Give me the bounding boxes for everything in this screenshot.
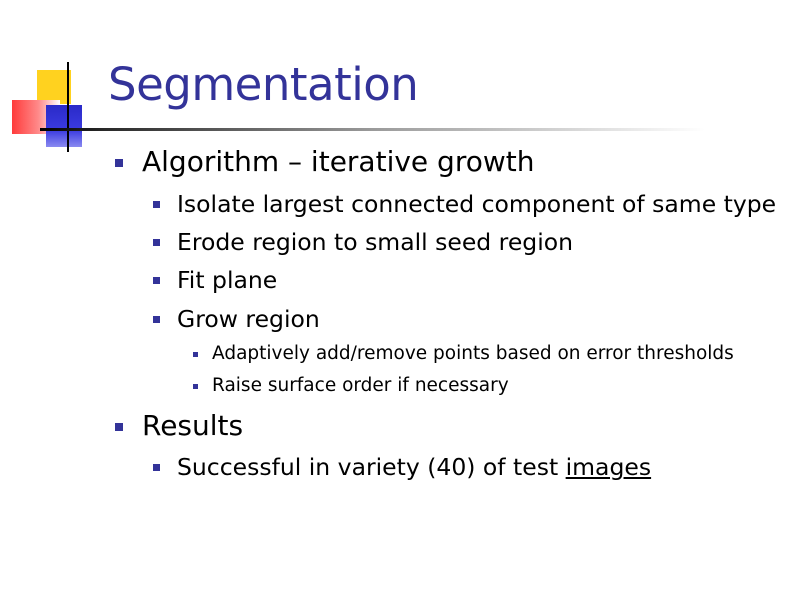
bullet-algorithm [142,145,535,178]
images-link[interactable]: images [565,453,652,481]
sub-bullet-erode [177,228,574,256]
bullet-text: Successful in variety (40) of test [177,453,566,481]
sub-bullet-fit-plane [177,266,278,294]
bullet-text: Erode region to small seed region [177,228,574,256]
square-bullet-icon [153,239,160,246]
bullet-text: Isolate largest connected component of same type [177,190,777,218]
bullet-text: Adaptively add/remove points based on error thresholds [212,343,734,364]
square-bullet-icon [115,159,123,167]
sub-sub-bullet-adaptively [212,345,734,364]
bullet-text: Grow region [177,305,320,333]
square-bullet-icon [153,277,160,284]
sub-bullet-grow-region [177,305,320,333]
sub-sub-bullet-raise-order [212,377,509,396]
bullet-text: Results [142,409,244,442]
square-bullet-icon [115,423,123,431]
square-bullet-icon [153,464,160,471]
title-underline-rule [40,128,705,131]
slide-title: Segmentation [108,58,419,111]
title-ornament-vertical-line [67,62,69,152]
square-bullet-icon [153,201,160,208]
title-ornament-blue-square [46,105,82,147]
square-bullet-icon [193,384,198,389]
bullet-text: Raise surface order if necessary [212,375,509,396]
square-bullet-icon [193,352,198,357]
square-bullet-icon [153,316,160,323]
bullet-text: Fit plane [177,266,278,294]
bullet-text: Algorithm – iterative growth [142,145,535,178]
sub-bullet-isolate [177,190,777,218]
sub-bullet-successful [177,453,652,481]
bullet-results [142,409,244,442]
title-ornament-yellow-square [37,70,71,104]
